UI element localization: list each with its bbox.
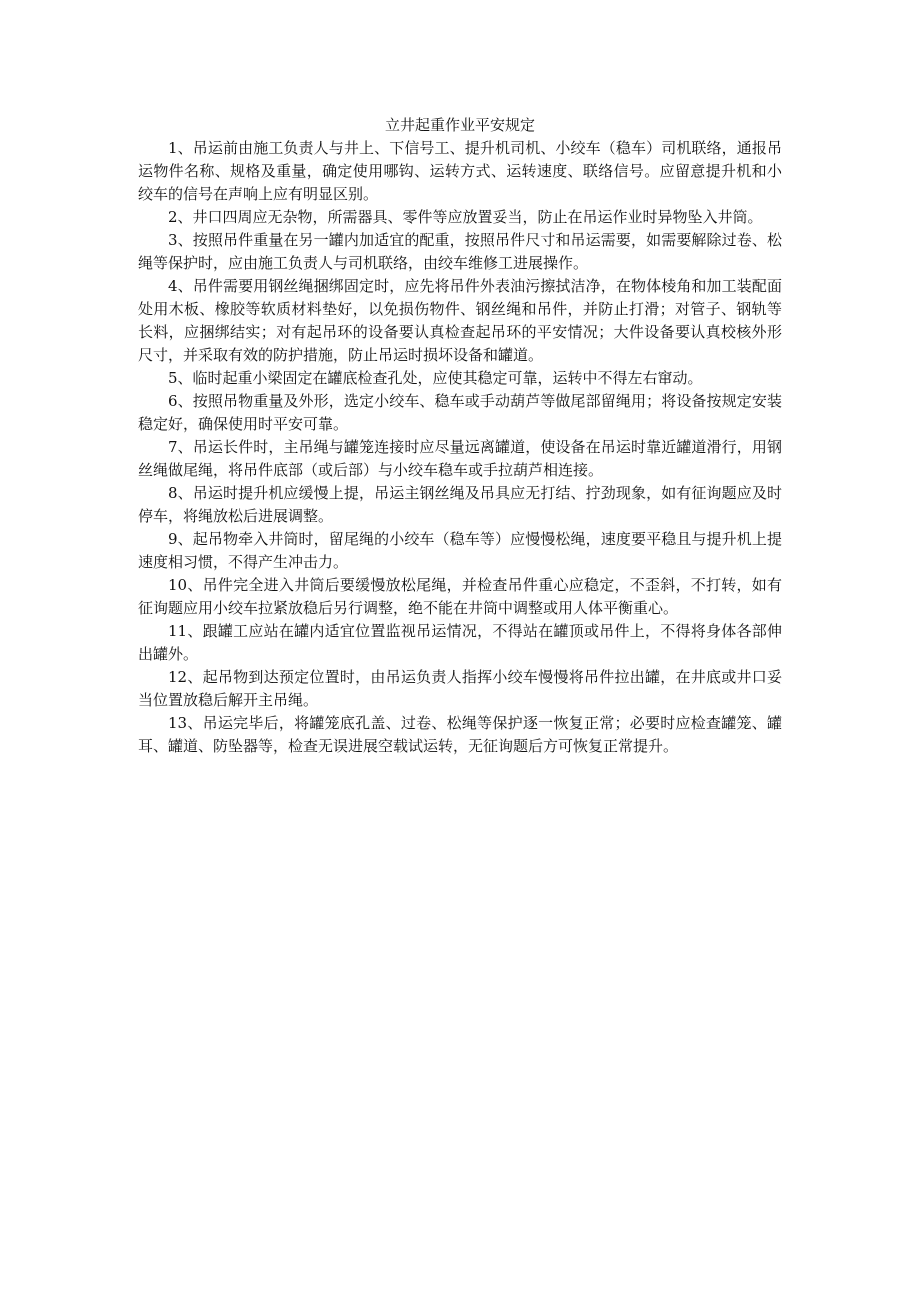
paragraph-5: 5、临时起重小梁固定在罐底检查孔处，应使其稳定可靠，运转中不得左右窜动。 xyxy=(168,369,703,387)
paragraph-2: 2、井口四周应无杂物，所需器具、零件等应放置妥当，防止在吊运作业时异物坠入井筒。 xyxy=(168,208,763,226)
paragraph-3: 3、按照吊件重量在另一罐内加适宜的配重，按照吊件尺寸和吊运需要，如需要解除过卷、松绳等保护时，应由施工负责人与司机联络，由绞车维修工进展操作。 xyxy=(138,231,782,272)
paragraph-8: 8、吊运时提升机应缓慢上提，吊运主钢丝绳及吊具应无打结、拧劲现象，如有征询题应及时停车，将绳放松后进展调整。 xyxy=(138,484,782,525)
paragraph-11: 11、跟罐工应站在罐内适宜位置监视吊运情况，不得站在罐顶或吊件上，不得将身体各部伸出罐外。 xyxy=(138,622,782,663)
paragraph-1: 1、吊运前由施工负责人与井上、下信号工、提升机司机、小绞车（稳车）司机联络，通报吊运物件名称、规格及重量，确定使用哪钩、运转方式、运转速度、联络信号。应留意提升机和小绞车的信号在声响上应有明显区别。 xyxy=(138,139,782,203)
paragraph-4: 4、吊件需要用钢丝绳捆绑固定时，应先将吊件外表油污擦拭洁净，在物体棱角和加工装配面处用木板、橡胶等软质材料垫好，以免损伤物件、钢丝绳和吊件，并防止打滑；对管子、钢轨等长料，应捆绑结实；对有起吊环的设备要认真检查起吊环的平安情况；大件设备要认真校核外形尺寸，并采取有效的防护措施，防止吊运时损坏设备和罐道。 xyxy=(138,277,782,364)
paragraph-7: 7、吊运长件时，主吊绳与罐笼连接时应尽量远离罐道，使设备在吊运时靠近罐道滑行，用钢丝绳做尾绳，将吊件底部（或后部）与小绞车稳车或手拉葫芦相连接。 xyxy=(138,438,782,479)
document-title: 立井起重作业平安规定 xyxy=(384,116,535,134)
paragraph-9: 9、起吊物牵入井筒时，留尾绳的小绞车（稳车等）应慢慢松绳，速度要平稳且与提升机上提速度相习惯，不得产生冲击力。 xyxy=(138,530,782,571)
document-body xyxy=(138,114,782,758)
paragraph-12: 12、起吊物到达预定位置时，由吊运负责人指挥小绞车慢慢将吊件拉出罐，在井底或井口妥当位置放稳后解开主吊绳。 xyxy=(138,668,782,709)
paragraph-13: 13、吊运完毕后，将罐笼底孔盖、过卷、松绳等保护逐一恢复正常；必要时应检查罐笼、罐耳、罐道、防坠器等，检查无误进展空载试运转，无征询题后方可恢复正常提升。 xyxy=(138,714,782,755)
paragraph-6: 6、按照吊物重量及外形，选定小绞车、稳车或手动葫芦等做尾部留绳用；将设备按规定安装稳定好，确保使用时平安可靠。 xyxy=(138,392,782,433)
paragraph-10: 10、吊件完全进入井筒后要缓慢放松尾绳，并检查吊件重心应稳定，不歪斜，不打转，如有征询题应用小绞车拉紧放稳后另行调整，绝不能在井筒中调整或用人体平衡重心。 xyxy=(138,576,782,617)
